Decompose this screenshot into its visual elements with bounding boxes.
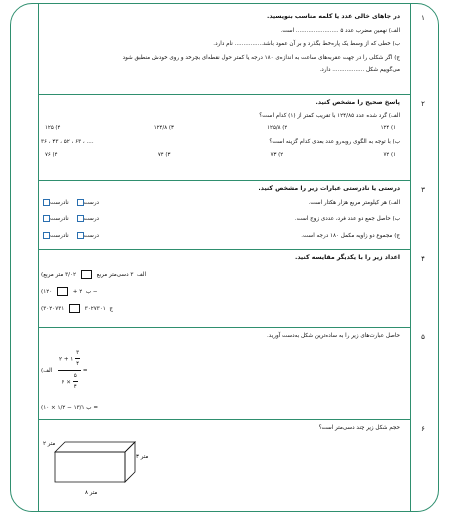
question-line: ب) با توجه به الگوی روبه‌رو عدد بعدی کدام گزینه است؟ [269, 138, 400, 145]
question-line: ب) خطی که از وسط یک پاره‌خط بگذرد و بر آن عمود باشد................ نام دارد. [213, 41, 400, 47]
row-divider [39, 180, 410, 181]
checkbox-icon[interactable] [77, 232, 84, 239]
option[interactable]: ۴) ۱۲۵ [45, 125, 61, 131]
checkbox-icon[interactable] [77, 215, 84, 222]
comparison-row: (الف ۳ دسی‌متر مربع ۳/۰۲ متر مربع [41, 271, 147, 278]
number-column-divider [410, 4, 411, 511]
statement: ج) مجموع دو زاویه مکمل ۱۸۰ درجه است. [301, 232, 400, 239]
option[interactable]: ۱) ۱۲۴ [380, 125, 396, 131]
expression-b: (ب ۱۳/۱ − ۱/۲ × ۱۰ = [41, 404, 99, 411]
question-number: ١ [421, 14, 425, 22]
question-line: ج) اگر شکلی را در جهت عقربه‌های ساعت به اندازه‌ی ۱۸۰ درجه یا کمتر حول نقطه‌ای بچرخد و روی خودش منطبق شود [122, 54, 400, 61]
true-option[interactable]: درست [75, 214, 99, 225]
statement: الف) هر کیلومتر مربع هزار هکتار است. [308, 199, 400, 206]
false-option[interactable]: نادرست [41, 231, 69, 242]
question-number: ٢ [421, 100, 425, 108]
question-2 [41, 98, 400, 161]
question-title: درستی یا نادرستی عبارات زیر را مشخص کنید. [258, 185, 400, 192]
checkbox-icon[interactable] [77, 199, 84, 206]
true-option[interactable]: درست [75, 198, 99, 209]
question-line: می‌گوییم شکل .................. دارد. [319, 67, 400, 73]
option[interactable]: ۳) ۷۴ [157, 152, 171, 158]
height-label: ۳ متر [136, 454, 149, 460]
false-option[interactable]: نادرست [41, 198, 69, 209]
question-number: ۵ [421, 333, 425, 341]
options-row [41, 150, 400, 161]
option[interactable]: ۴) ۷۶ [45, 152, 58, 158]
option[interactable]: ۲) ۱۲۵/۸ [267, 125, 288, 131]
false-option[interactable]: نادرست [41, 214, 69, 225]
row-divider [39, 327, 410, 328]
worksheet-frame [10, 3, 439, 512]
comparison-row: (ج ۳۰۲۷۳۰۱ ۳۰۲۰۷۳۱ [41, 305, 113, 312]
row-divider [39, 249, 410, 250]
prism-top-face [55, 442, 135, 452]
option[interactable]: ۱) ۷۲ [383, 152, 396, 158]
options-row [41, 123, 400, 134]
question-3 [41, 184, 400, 241]
rectangular-prism-diagram [35, 432, 155, 504]
answer-box[interactable] [57, 287, 68, 296]
question-4 [41, 253, 400, 318]
question-number: ۶ [421, 425, 425, 433]
checkbox-icon[interactable] [43, 215, 50, 222]
question-line: الف) گرد شده عدد ۱۲۴/۸۵ با تقریب کمتر از (۱) کدام است؟ [259, 112, 400, 119]
true-false-row [41, 214, 400, 225]
question-title: پاسخ صحیح را مشخص کنید. [315, 99, 400, 106]
question-title: حاصل عبارت‌های زیر را به ساده‌ترین شکل به‌دست آورید. [267, 333, 400, 339]
comparison-row: (ب ۲ + ۱۲۰ − [41, 288, 98, 295]
row-divider [39, 419, 410, 420]
checkbox-icon[interactable] [43, 232, 50, 239]
prism-front-face [55, 452, 125, 482]
true-false-row [41, 231, 400, 242]
option[interactable]: ۲) ۷۳ [270, 152, 284, 158]
question-1 [41, 12, 400, 76]
prism-side-face [125, 442, 135, 482]
true-false-row [41, 198, 400, 209]
comparison-list [41, 267, 400, 318]
expression-a: (الف ۲ + ۱ $\frac{۳}{۴}$ ۶ × $\frac{۵}{۴}$ = [41, 349, 88, 390]
row-divider [39, 94, 410, 95]
question-5 [41, 331, 400, 413]
depth-label: ۲ متر [43, 441, 56, 447]
question-title: حجم شکل زیر چند دسی‌متر است؟ [318, 425, 400, 431]
question-title: اعداد زیر را با یکدیگر مقایسه کنید. [294, 254, 400, 261]
answer-box[interactable] [69, 304, 80, 313]
question-title: در جاهای خالی عدد یا کلمه مناسب بنویسید. [266, 13, 400, 20]
answer-box[interactable] [81, 270, 92, 279]
question-number: ٣ [421, 186, 425, 194]
question-number: ۴ [421, 255, 425, 263]
statement: ب) حاصل جمع دو عدد فرد، عددی زوج است. [294, 216, 400, 222]
number-pattern: ۳۶ ، ۴۳ ، ۵۲ ، ۶۳ ، .... [41, 138, 94, 145]
checkbox-icon[interactable] [43, 199, 50, 206]
true-option[interactable]: درست [75, 231, 99, 242]
option[interactable]: ۳) ۱۲۴/۸ [153, 125, 174, 131]
question-line: الف) نهمین مضرب عدد ۵ ........................ است. [280, 27, 400, 34]
width-label: ۸ متر [85, 490, 98, 496]
